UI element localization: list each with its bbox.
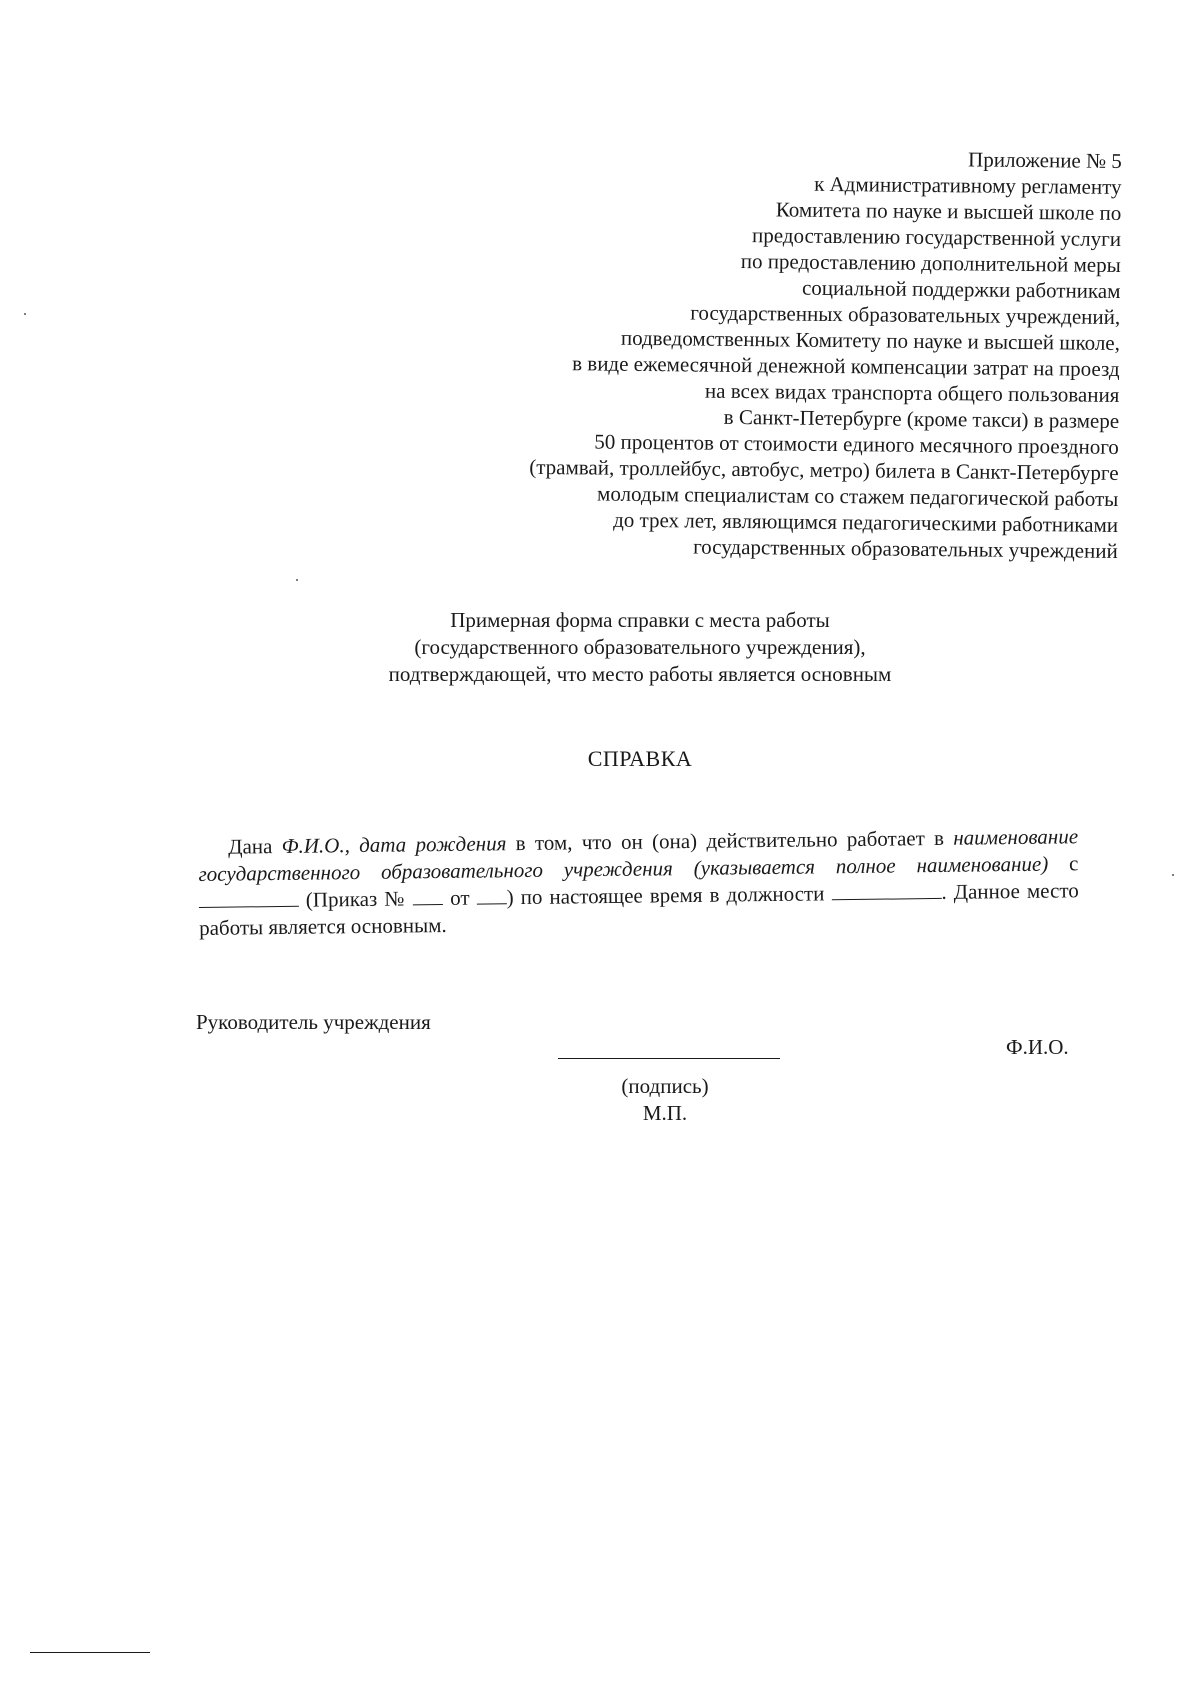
order-date-blank: [476, 885, 506, 904]
body-text-segment: Дана: [228, 833, 282, 859]
certificate-paragraph: [198, 823, 1079, 942]
annex-line: Приложение № 5: [967, 147, 1122, 173]
birth-date-placeholder: дата рождения: [359, 831, 507, 858]
document-heading: СПРАВКА: [587, 746, 693, 771]
signature-caption: [600, 1073, 730, 1127]
annex-line: государственных образовательных учреждений,: [690, 300, 1121, 329]
scan-speck: [1172, 874, 1174, 876]
fio-placeholder: Ф.И.О.,: [281, 833, 351, 858]
form-title: [300, 607, 980, 688]
body-text-segment: от: [442, 885, 477, 911]
annex-line: на всех видах транспорта общего пользования: [704, 378, 1120, 407]
body-text-segment: в том, что он (она) действительно работает в: [506, 825, 954, 856]
form-title-line: Примерная форма справки с места работы: [450, 608, 830, 632]
start-date-blank: [199, 888, 299, 908]
annex-line: в Санкт-Петербурге (кроме такси) в размере: [723, 404, 1120, 433]
annex-line: молодым специалистам со стажем педагогической работы: [596, 481, 1119, 511]
footnote-rule: [30, 1652, 150, 1653]
signature-line: [558, 1058, 780, 1059]
annex-line: к Административному регламенту: [814, 171, 1122, 199]
scan-speck: [296, 579, 298, 581]
annex-line: подведомственных Комитету по науке и высшей школе,: [620, 325, 1121, 355]
body-text-segment: . Данное место работы является основным.: [199, 878, 1079, 940]
certificate-body: [198, 823, 1079, 942]
annex-line: Комитета по науке и высшей школе по: [775, 197, 1122, 225]
annex-line: в виде ежемесячной денежной компенсации затрат на проезд: [572, 351, 1120, 381]
annex-line: (трамвай, троллейбус, автобус, метро) билета в Санкт-Петербурге: [529, 454, 1119, 485]
annex-line: государственных образовательных учреждений: [693, 534, 1118, 563]
annex-line: предоставлению государственной услуги: [751, 223, 1122, 251]
body-text-segment: ) по настоящее время в должности: [506, 881, 832, 910]
form-title-line: подтверждающей, что место работы является основным: [388, 662, 892, 686]
order-number-blank: [413, 886, 443, 905]
annex-header: [358, 140, 1122, 564]
position-blank: [831, 880, 941, 900]
institution-placeholder: наименование государственного образовательного учреждения (указывается полное наименование): [198, 824, 1079, 886]
annex-line: до трех лет, являющимся педагогическими работниками: [613, 507, 1119, 537]
annex-line: по предоставлению дополнительной меры: [740, 249, 1121, 277]
body-text-segment: (Приказ №: [298, 886, 414, 912]
stamp-label: М.П.: [642, 1101, 688, 1125]
scan-speck: [24, 313, 26, 315]
signature-label: (подпись): [621, 1074, 709, 1098]
signer-title: Руководитель учреждения: [196, 1010, 431, 1034]
annex-line: социальной поддержки работникам: [801, 275, 1121, 303]
body-text-segment: с: [1048, 851, 1079, 876]
annex-line: 50 процентов от стоимости единого месячного проездного: [594, 429, 1119, 459]
form-title-line: (государственного образовательного учреждения),: [414, 635, 866, 659]
body-text-segment: [350, 833, 360, 857]
signer-fio: Ф.И.О.: [1006, 1035, 1069, 1059]
